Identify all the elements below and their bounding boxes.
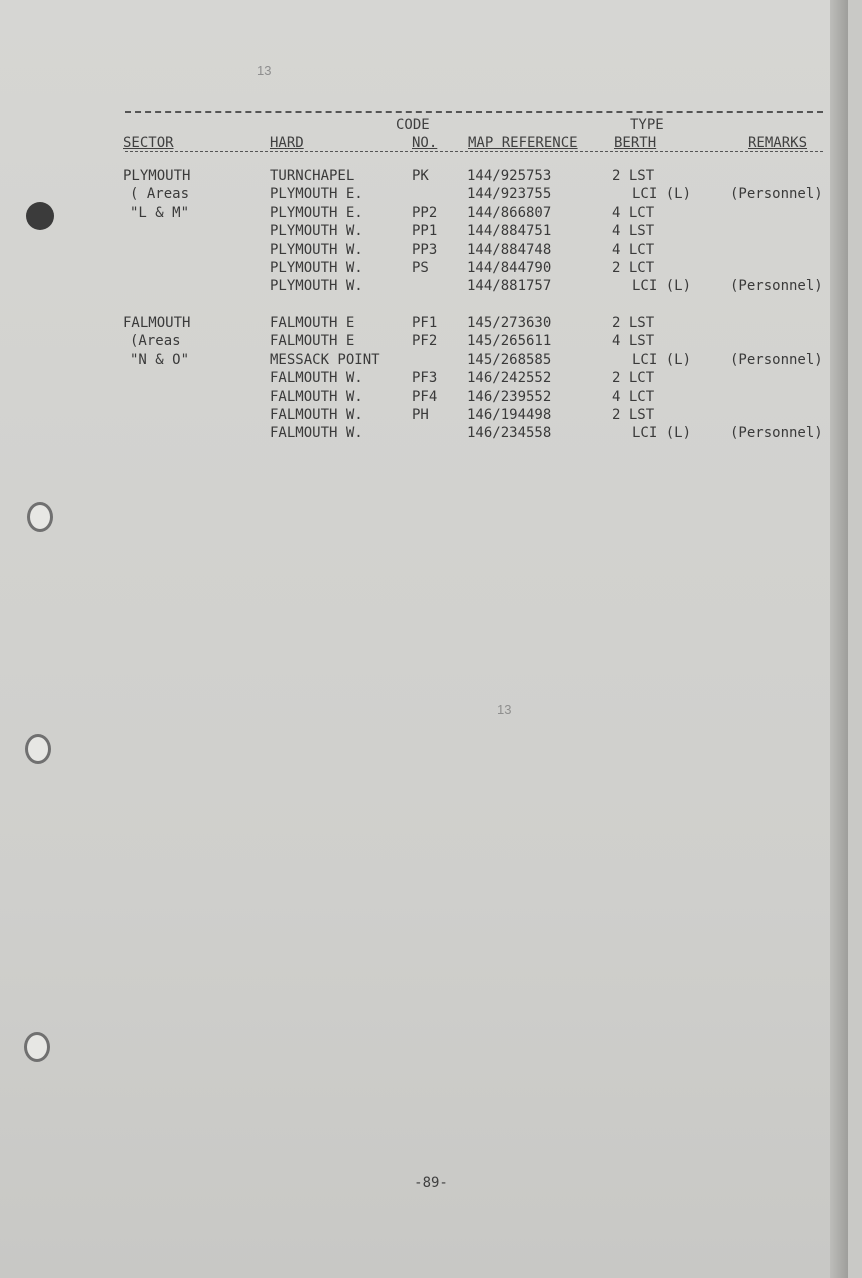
punch-hole [24, 1032, 50, 1062]
berth-cell: 4 LST [612, 333, 655, 350]
hard-cell: PLYMOUTH W. [270, 278, 363, 295]
header-type-line1: TYPE [630, 117, 664, 133]
header-type-line2: BERTH [614, 135, 657, 151]
berth-cell: 4 LCT [612, 388, 655, 405]
hard-cell: PLYMOUTH W. [270, 241, 363, 258]
map-reference-cell: 144/925753 [467, 168, 552, 184]
hard-cell: PLYMOUTH E. [270, 186, 363, 203]
berth-cell: 2 LST [612, 407, 655, 423]
berth-cell: LCI (L) [632, 186, 692, 203]
map-reference-cell: 146/194498 [467, 407, 552, 423]
remarks-cell: (Personnel) [730, 425, 823, 442]
map-reference-cell: 144/881757 [467, 278, 552, 295]
hard-cell: MESSACK POINT [270, 351, 380, 368]
sector-name-line: "L & M" [130, 204, 190, 221]
code-cell: PF2 [412, 333, 438, 350]
berth-cell: 4 LCT [612, 241, 655, 258]
map-reference-cell: 146/239552 [467, 388, 552, 405]
map-reference-cell: 145/265611 [467, 333, 552, 350]
map-reference-cell: 145/268585 [467, 351, 552, 368]
map-reference-cell: 146/234558 [467, 425, 552, 442]
punch-hole [27, 502, 53, 532]
hard-cell: FALMOUTH W. [270, 407, 363, 423]
header-hard: HARD [270, 135, 304, 151]
berth-cell: 2 LST [612, 168, 655, 184]
hard-cell: FALMOUTH E [270, 315, 355, 331]
header-map-reference: MAP REFERENCE [468, 135, 578, 151]
hard-cell: TURNCHAPEL [270, 168, 355, 184]
page-number: -89- [414, 1175, 448, 1191]
header-code-line2: NO. [412, 135, 438, 151]
berth-cell: 2 LCT [612, 260, 655, 276]
hard-cell: FALMOUTH W. [270, 388, 363, 405]
map-reference-cell: 144/866807 [467, 204, 552, 221]
hard-cell: PLYMOUTH E. [270, 204, 363, 221]
map-reference-cell: 144/884751 [467, 223, 552, 240]
code-cell: PP2 [412, 204, 438, 221]
sector-name-line: PLYMOUTH [123, 168, 191, 184]
hard-cell: PLYMOUTH W. [270, 223, 363, 240]
map-reference-cell: 146/242552 [467, 370, 552, 387]
berth-cell: LCI (L) [632, 278, 692, 295]
sector-name-line: "N & O" [130, 351, 190, 368]
punch-hole [25, 734, 51, 764]
code-cell: PK [412, 168, 429, 184]
header-bottom-rule [125, 151, 823, 152]
map-reference-cell: 144/884748 [467, 241, 552, 258]
code-cell: PP1 [412, 223, 438, 240]
map-reference-cell: 144/844790 [467, 260, 552, 276]
hard-cell: FALMOUTH W. [270, 370, 363, 387]
code-cell: PF1 [412, 315, 438, 331]
map-reference-cell: 144/923755 [467, 186, 552, 203]
berth-cell: LCI (L) [632, 425, 692, 442]
hard-cell: PLYMOUTH W. [270, 260, 363, 276]
berth-cell: LCI (L) [632, 351, 692, 368]
sector-name-line: FALMOUTH [123, 315, 191, 331]
berth-cell: 2 LCT [612, 370, 655, 387]
header-sector: SECTOR [123, 135, 174, 151]
hard-cell: FALMOUTH W. [270, 425, 363, 442]
map-reference-cell: 145/273630 [467, 315, 552, 331]
punch-hole [26, 202, 54, 230]
code-cell: PS [412, 260, 429, 276]
code-cell: PF4 [412, 388, 438, 405]
pencil-mark-middle: 13 [497, 702, 512, 717]
header-top-rule [125, 111, 823, 113]
code-cell: PF3 [412, 370, 438, 387]
sector-name-line: (Areas [130, 333, 181, 350]
berth-cell: 2 LST [612, 315, 655, 331]
code-cell: PP3 [412, 241, 438, 258]
pencil-mark-top: 13 [257, 63, 272, 78]
berth-cell: 4 LCT [612, 204, 655, 221]
header-code-line1: CODE [396, 117, 430, 133]
remarks-cell: (Personnel) [730, 351, 823, 368]
remarks-cell: (Personnel) [730, 278, 823, 295]
header-remarks: REMARKS [748, 135, 808, 151]
page-edge [830, 0, 848, 1278]
remarks-cell: (Personnel) [730, 186, 823, 203]
hard-cell: FALMOUTH E [270, 333, 355, 350]
sector-name-line: ( Areas [130, 186, 190, 203]
code-cell: PH [412, 407, 429, 423]
berth-cell: 4 LST [612, 223, 655, 240]
